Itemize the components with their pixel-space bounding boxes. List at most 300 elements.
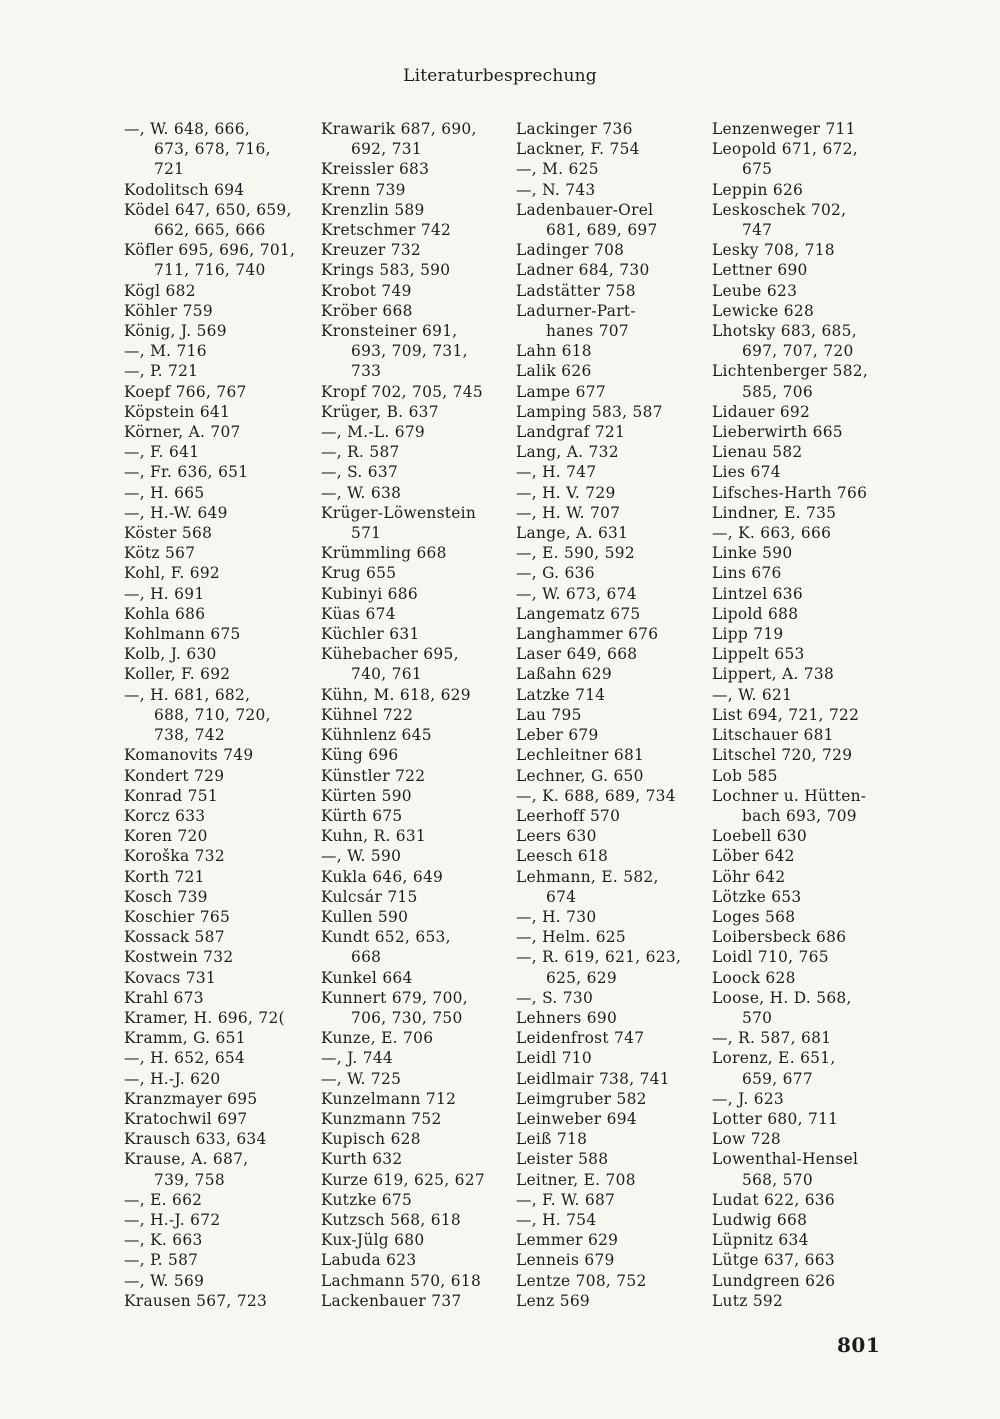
- index-entry: [516, 705, 694, 725]
- index-entry-line: —, E. 662: [124, 1190, 203, 1209]
- index-entry-line: Kreissler 683: [321, 160, 430, 179]
- index-entry-line: Krausch 633, 634: [124, 1130, 267, 1149]
- index-entry-line: Leidenfrost 747: [516, 1029, 645, 1048]
- index-entry-line: Lötzke 653: [712, 887, 802, 906]
- index-entry-line: —, W. 569: [124, 1271, 205, 1290]
- index-entry: [124, 503, 302, 523]
- index-entry: [712, 321, 890, 361]
- index-entry: [712, 260, 890, 280]
- index-entry-line: Koren 720: [124, 827, 208, 846]
- index-entry: [321, 240, 499, 260]
- index-entry: [321, 1271, 499, 1291]
- index-entry: [516, 1008, 694, 1028]
- index-entry-line: —, J. 623: [712, 1089, 785, 1108]
- index-entry-line: Leppin 626: [712, 180, 804, 199]
- index-entry: [712, 786, 890, 826]
- index-entry: [321, 745, 499, 765]
- index-entry-line: Koschier 765: [124, 907, 231, 926]
- index-entry-line: —, H. W. 707: [516, 503, 621, 522]
- index-entry: [516, 402, 694, 422]
- index-entry-line: Loebell 630: [712, 827, 807, 846]
- index-entry-line: Kostwein 732: [124, 948, 234, 967]
- index-entry-line: Kundt 652, 653,: [321, 928, 451, 947]
- index-entry-line: —, H. V. 729: [516, 483, 616, 502]
- index-entry-line: Korth 721: [124, 867, 205, 886]
- index-entry-line: Krenn 739: [321, 180, 406, 199]
- index-entry-continuation: 738, 742: [154, 726, 225, 745]
- index-entry: [712, 402, 890, 422]
- index-entry: [516, 483, 694, 503]
- index-entry: [516, 1109, 694, 1129]
- index-entry: [124, 584, 302, 604]
- index-entry-line: Konrad 751: [124, 786, 218, 805]
- index-entry: [124, 745, 302, 765]
- index-entry-line: Leimgruber 582: [516, 1089, 647, 1108]
- index-entry: [321, 1028, 499, 1048]
- index-entry: [712, 685, 890, 705]
- index-entry-line: Koroška 732: [124, 847, 225, 866]
- index-entry: [321, 1250, 499, 1270]
- index-entry-line: —, Fr. 636, 651: [124, 463, 249, 482]
- index-entry-line: Langhammer 676: [516, 625, 659, 644]
- index-entry: [124, 766, 302, 786]
- index-entry-line: Loidl 710, 765: [712, 948, 829, 967]
- index-entry-line: —, K. 663: [124, 1231, 203, 1250]
- index-entry-line: Kondert 729: [124, 766, 225, 785]
- index-entry: [124, 180, 302, 200]
- index-entry: [321, 321, 499, 382]
- index-entry-line: Lienau 582: [712, 443, 803, 462]
- index-entry-line: —, H. 754: [516, 1210, 597, 1229]
- index-entry-line: Lackenbauer 737: [321, 1291, 462, 1310]
- index-entry: [321, 887, 499, 907]
- index-entry: [124, 321, 302, 341]
- index-entry-line: —, R. 587, 681: [712, 1029, 832, 1048]
- index-entry-line: Laßahn 629: [516, 665, 612, 684]
- index-entry-continuation: 697, 707, 720: [742, 342, 854, 361]
- index-column-2: [321, 119, 499, 1311]
- index-entry: [516, 725, 694, 745]
- index-entry-line: Ludwig 668: [712, 1210, 808, 1229]
- index-entry-line: Langematz 675: [516, 604, 641, 623]
- index-entry: [124, 624, 302, 644]
- index-entry: [516, 1048, 694, 1068]
- index-entry-line: Kronsteiner 691,: [321, 322, 458, 341]
- index-entry: [321, 402, 499, 422]
- index-entry: [516, 745, 694, 765]
- index-entry: [321, 826, 499, 846]
- index-entry-line: Kögl 682: [124, 281, 196, 300]
- index-entry-line: Krawarik 687, 690,: [321, 120, 477, 138]
- index-entry-continuation: 568, 570: [742, 1170, 813, 1189]
- index-entry-line: —, H. 747: [516, 463, 597, 482]
- index-entry-line: Kretschmer 742: [321, 221, 452, 240]
- index-entry-line: —, K. 688, 689, 734: [516, 786, 676, 805]
- index-entry: [124, 1291, 302, 1311]
- index-entry: [712, 200, 890, 240]
- index-entry: [124, 867, 302, 887]
- index-entry-line: Lenz 569: [516, 1291, 591, 1310]
- index-entry-line: Lewicke 628: [712, 301, 815, 320]
- index-entry-line: Leister 588: [516, 1150, 609, 1169]
- index-entry-line: Leerhoff 570: [516, 806, 621, 825]
- index-entry: [516, 180, 694, 200]
- index-entry-line: Lahn 618: [516, 342, 592, 361]
- index-entry-line: Laser 649, 668: [516, 645, 638, 664]
- index-entry: [712, 523, 890, 543]
- index-entry-line: Kodolitsch 694: [124, 180, 245, 199]
- index-entry: [516, 442, 694, 462]
- index-entry: [516, 523, 694, 543]
- index-entry: [321, 543, 499, 563]
- index-entry-line: —, S. 637: [321, 463, 399, 482]
- index-entry: [516, 361, 694, 381]
- index-entry: [516, 462, 694, 482]
- index-entry: [516, 200, 694, 240]
- index-entry: [321, 786, 499, 806]
- index-entry: [321, 563, 499, 583]
- index-entry-line: Lippert, A. 738: [712, 665, 835, 684]
- index-entry-line: Leinweber 694: [516, 1109, 637, 1128]
- index-entry-line: —, H.-J. 620: [124, 1069, 221, 1088]
- index-entry-line: Lichtenberger 582,: [712, 362, 869, 381]
- index-entry: [516, 826, 694, 846]
- index-entry-line: Kötz 567: [124, 544, 196, 563]
- index-entry-line: Leiß 718: [516, 1130, 588, 1149]
- index-entry-line: Lindner, E. 735: [712, 503, 837, 522]
- index-entry: [321, 685, 499, 705]
- index-entry-line: Linke 590: [712, 544, 793, 563]
- index-entry-line: Loose, H. D. 568,: [712, 988, 852, 1007]
- index-entry: [321, 584, 499, 604]
- index-entry: [321, 907, 499, 927]
- index-entry-line: Kupisch 628: [321, 1130, 421, 1149]
- index-entry-line: Kovacs 731: [124, 968, 217, 987]
- index-entry: [321, 846, 499, 866]
- index-entry-line: Kubinyi 686: [321, 584, 418, 603]
- index-entry: [321, 200, 499, 220]
- index-entry: [321, 604, 499, 624]
- index-entry: [124, 685, 302, 746]
- index-entry: [124, 644, 302, 664]
- index-entry: [124, 806, 302, 826]
- index-entry: [516, 382, 694, 402]
- index-entry-line: Lau 795: [516, 705, 582, 724]
- index-entry-line: Kohl, F. 692: [124, 564, 221, 583]
- index-entry-line: Lechner, G. 650: [516, 766, 644, 785]
- index-entry-line: Loibersbeck 686: [712, 928, 847, 947]
- index-column-1: [124, 119, 302, 1311]
- index-entry: [124, 1109, 302, 1129]
- index-entry-line: Ladinger 708: [516, 241, 625, 260]
- index-entry-line: Küchler 631: [321, 625, 420, 644]
- index-entry-line: —, K. 663, 666: [712, 524, 832, 543]
- index-entry: [516, 1291, 694, 1311]
- index-entry-line: Kunzelmann 712: [321, 1089, 457, 1108]
- index-entry: [712, 139, 890, 179]
- index-entry-line: —, W. 673, 674: [516, 584, 637, 603]
- index-entry-line: Leber 679: [516, 726, 599, 745]
- index-entry-line: Lehners 690: [516, 1008, 618, 1027]
- index-entry: [516, 664, 694, 684]
- index-entry-continuation: 662, 665, 666: [154, 221, 266, 240]
- index-entry: [124, 402, 302, 422]
- index-entry-continuation: 692, 731: [351, 140, 422, 159]
- index-entry: [516, 119, 694, 139]
- index-entry-continuation: 659, 677: [742, 1069, 813, 1088]
- index-entry-line: Lechleitner 681: [516, 746, 645, 765]
- index-entry-line: Lang, A. 732: [516, 443, 619, 462]
- index-entry-line: —, W. 621: [712, 685, 793, 704]
- index-entry-line: —, H. 665: [124, 483, 205, 502]
- index-entry-line: Litschel 720, 729: [712, 746, 853, 765]
- index-entry: [516, 786, 694, 806]
- index-entry-line: —, Helm. 625: [516, 928, 626, 947]
- index-entry: [124, 786, 302, 806]
- index-entry: [124, 947, 302, 967]
- index-entry-line: Krahl 673: [124, 988, 204, 1007]
- index-entry-line: —, R. 619, 621, 623,: [516, 948, 682, 967]
- index-entry-line: Leers 630: [516, 827, 597, 846]
- index-entry-line: Lenneis 679: [516, 1251, 615, 1270]
- index-entry: [124, 301, 302, 321]
- index-entry-line: Krausen 567, 723: [124, 1291, 268, 1310]
- index-entry-line: Leube 623: [712, 281, 798, 300]
- index-entry: [124, 119, 302, 180]
- index-entry: [321, 1089, 499, 1109]
- index-entry-line: Lochner u. Hütten-: [712, 786, 867, 805]
- index-entry-line: Kramer, H. 696, 72(: [124, 1008, 285, 1027]
- index-entry-line: Kunze, E. 706: [321, 1029, 434, 1048]
- index-entry-line: Leidl 710: [516, 1049, 592, 1068]
- index-entry-line: König, J. 569: [124, 322, 227, 341]
- index-entry: [712, 867, 890, 887]
- index-entry-line: Kratochwil 697: [124, 1109, 248, 1128]
- index-entry-line: Köhler 759: [124, 301, 213, 320]
- index-entry: [124, 1250, 302, 1270]
- index-entry-continuation: hanes 707: [546, 322, 629, 341]
- index-entry: [124, 988, 302, 1008]
- index-entry-line: —, F. 641: [124, 443, 200, 462]
- index-entry: [124, 1129, 302, 1149]
- index-entry: [712, 281, 890, 301]
- index-entry: [516, 604, 694, 624]
- index-entry-line: Lampe 677: [516, 382, 606, 401]
- index-entry-line: Lowenthal-Hensel: [712, 1150, 859, 1169]
- index-entry-line: Litschauer 681: [712, 726, 834, 745]
- index-entry-continuation: 570: [742, 1008, 773, 1027]
- index-entry: [321, 281, 499, 301]
- index-entry-continuation: 739, 758: [154, 1170, 225, 1189]
- index-entry: [124, 1210, 302, 1230]
- index-entry-line: Ladstätter 758: [516, 281, 636, 300]
- index-entry: [712, 725, 890, 745]
- index-entry-line: Krüger, B. 637: [321, 402, 439, 421]
- index-entry-continuation: 693, 709, 731,: [351, 342, 468, 361]
- index-entry: [712, 705, 890, 725]
- index-entry: [516, 1129, 694, 1149]
- running-head: Literaturbesprechung: [403, 66, 597, 86]
- index-entry-line: Kolb, J. 630: [124, 645, 217, 664]
- index-entry: [712, 483, 890, 503]
- index-entry: [516, 1170, 694, 1190]
- index-entry-line: Kohlmann 675: [124, 625, 241, 644]
- index-entry-continuation: 668: [351, 948, 382, 967]
- index-entry: [516, 1210, 694, 1230]
- index-entry-line: Körner, A. 707: [124, 423, 241, 442]
- index-entry-continuation: 733: [351, 362, 382, 381]
- index-entry-line: —, J. 744: [321, 1049, 394, 1068]
- index-entry-line: Koepf 766, 767: [124, 382, 247, 401]
- index-entry: [516, 1149, 694, 1169]
- index-entry: [712, 927, 890, 947]
- index-entry: [712, 1291, 890, 1311]
- index-entry-continuation: 706, 730, 750: [351, 1008, 463, 1027]
- index-entry-line: Lütge 637, 663: [712, 1251, 835, 1270]
- index-entry-line: Ladurner-Part-: [516, 301, 636, 320]
- index-entry-line: Lüpnitz 634: [712, 1231, 809, 1250]
- index-entry: [712, 745, 890, 765]
- index-entry: [124, 887, 302, 907]
- index-entry-line: —, H. 691: [124, 584, 205, 603]
- index-entry-line: Lidauer 692: [712, 402, 811, 421]
- index-entry-line: Lamping 583, 587: [516, 402, 663, 421]
- index-entry: [124, 927, 302, 947]
- index-entry-line: Krobot 749: [321, 281, 412, 300]
- index-entry: [321, 159, 499, 179]
- index-entry: [712, 1250, 890, 1270]
- index-entry: [124, 422, 302, 442]
- index-entry-line: Korcz 633: [124, 806, 206, 825]
- index-entry: [712, 887, 890, 907]
- index-entry-line: Lalik 626: [516, 362, 592, 381]
- index-entry-line: Ladner 684, 730: [516, 261, 650, 280]
- index-entry-line: Ladenbauer-Orel: [516, 200, 654, 219]
- index-entry-line: —, H. 681, 682,: [124, 685, 251, 704]
- index-entry-line: Lifsches-Harth 766: [712, 483, 868, 502]
- index-entry: [516, 867, 694, 907]
- index-entry: [516, 927, 694, 947]
- index-entry: [712, 1230, 890, 1250]
- index-entry: [712, 766, 890, 786]
- index-entry-line: Kühebacher 695,: [321, 645, 459, 664]
- index-entry-continuation: 711, 716, 740: [154, 261, 266, 280]
- index-entry-continuation: 674: [546, 887, 577, 906]
- index-entry-line: Krause, A. 687,: [124, 1150, 249, 1169]
- index-entry: [124, 968, 302, 988]
- index-entry-line: Kossack 587: [124, 928, 225, 947]
- index-entry-line: Kunkel 664: [321, 968, 413, 987]
- index-entry-line: Kühn, M. 618, 629: [321, 685, 471, 704]
- index-entry: [516, 260, 694, 280]
- index-entry-line: —, W. 638: [321, 483, 402, 502]
- index-entry-line: —, P. 721: [124, 362, 199, 381]
- index-entry-continuation: 747: [742, 221, 773, 240]
- index-entry-line: —, R. 587: [321, 443, 400, 462]
- index-entry: [124, 462, 302, 482]
- index-entry: [712, 301, 890, 321]
- index-entry: [124, 846, 302, 866]
- index-entry-line: Kosch 739: [124, 887, 208, 906]
- index-entry: [321, 927, 499, 967]
- index-entry: [516, 422, 694, 442]
- index-entry: [712, 624, 890, 644]
- index-entry-line: —, H.-W. 649: [124, 503, 228, 522]
- index-entry-line: Krenzlin 589: [321, 200, 425, 219]
- index-entry-line: —, W. 590: [321, 847, 402, 866]
- index-entry: [321, 705, 499, 725]
- index-entry: [712, 1210, 890, 1230]
- index-entry-line: —, F. W. 687: [516, 1190, 616, 1209]
- index-entry-line: Lackinger 736: [516, 120, 633, 138]
- index-entry-line: Kühnlenz 645: [321, 726, 432, 745]
- index-entry: [321, 725, 499, 745]
- index-entry-line: Kröber 668: [321, 301, 413, 320]
- index-entry-continuation: 673, 678, 716,: [154, 140, 271, 159]
- index-entry-line: Lenzenweger 711: [712, 120, 856, 138]
- index-entry-line: Leesch 618: [516, 847, 609, 866]
- index-entry-line: Leidlmair 738, 741: [516, 1069, 670, 1088]
- index-entry: [124, 240, 302, 280]
- index-entry: [516, 281, 694, 301]
- index-entry: [516, 1271, 694, 1291]
- index-entry: [516, 159, 694, 179]
- index-entry-line: Leitner, E. 708: [516, 1170, 636, 1189]
- index-entry-line: Küas 674: [321, 604, 396, 623]
- index-entry: [516, 584, 694, 604]
- index-entry: [712, 1089, 890, 1109]
- index-entry-line: Krümmling 668: [321, 544, 447, 563]
- index-entry-line: Kürth 675: [321, 806, 403, 825]
- index-entry: [712, 1048, 890, 1088]
- index-entry: [321, 988, 499, 1028]
- index-entry-line: Lorenz, E. 651,: [712, 1049, 836, 1068]
- index-entry-continuation: 625, 629: [546, 968, 617, 987]
- index-entry: [516, 503, 694, 523]
- index-entry-line: Koller, F. 692: [124, 665, 231, 684]
- index-entry-line: Kukla 646, 649: [321, 867, 444, 886]
- index-entry: [321, 1129, 499, 1149]
- index-entry: [321, 1069, 499, 1089]
- index-entry: [321, 1190, 499, 1210]
- index-entry-line: Kurth 632: [321, 1150, 403, 1169]
- index-entry: [124, 1028, 302, 1048]
- index-entry-line: Lange, A. 631: [516, 524, 629, 543]
- index-entry: [712, 664, 890, 684]
- index-entry-line: Küng 696: [321, 746, 399, 765]
- index-entry-line: —, H.-J. 672: [124, 1210, 221, 1229]
- index-entry-line: Köfler 695, 696, 701,: [124, 241, 296, 260]
- index-entry: [516, 1190, 694, 1210]
- index-entry-line: Kullen 590: [321, 907, 409, 926]
- index-entry: [321, 766, 499, 786]
- index-entry: [321, 382, 499, 402]
- index-entry: [712, 1190, 890, 1210]
- index-entry: [516, 766, 694, 786]
- index-entry: [321, 1230, 499, 1250]
- index-entry: [124, 664, 302, 684]
- index-entry: [124, 483, 302, 503]
- index-entry-line: Kutzke 675: [321, 1190, 413, 1209]
- index-entry-line: Köster 568: [124, 524, 213, 543]
- index-entry: [712, 988, 890, 1028]
- index-entry: [124, 1271, 302, 1291]
- index-entry: [712, 240, 890, 260]
- index-entry: [516, 1069, 694, 1089]
- index-entry-line: List 694, 721, 722: [712, 705, 860, 724]
- index-entry-line: Lintzel 636: [712, 584, 803, 603]
- index-entry: [516, 139, 694, 159]
